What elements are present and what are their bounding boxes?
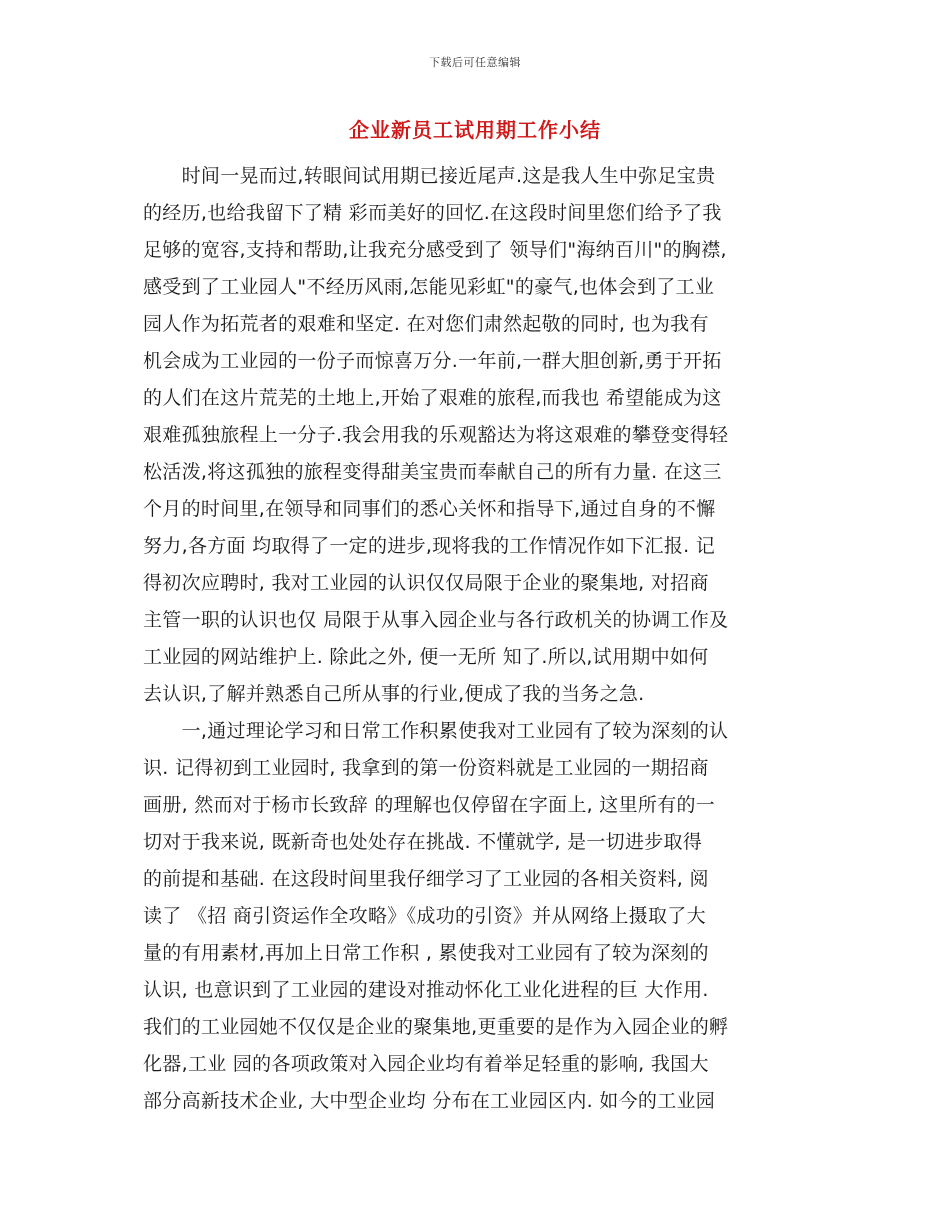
body-line: 读了 《招 商引资运作全攻略》《成功的引资》并从网络上摄取了大: [143, 905, 706, 927]
body-line: 的前提和基础. 在这段时间里我仔细学习了工业园的各相关资料, 阅: [143, 868, 709, 890]
body-line: 去认识,了解并熟悉自己所从事的行业,便成了我的当务之急.: [143, 683, 645, 705]
body-line: 部分高新技术企业, 大中型企业均 分布在工业园区内. 如今的工业园: [143, 1090, 716, 1112]
body-line: 时间一晃而过,转眼间试用期已接近尾声.这是我人生中弥足宝贵: [143, 165, 716, 187]
body-line: 我们的工业园她不仅仅是企业的聚集地,更重要的是作为入园企业的孵: [143, 1016, 729, 1038]
body-line: 主管一职的认识也仅 局限于从事入园企业与各行政机关的协调工作及: [143, 609, 729, 631]
body-line: 一,通过理论学习和日常工作积累使我对工业园有了较为深刻的认: [143, 720, 729, 742]
body-line: 松活泼,将这孤独的旅程变得甜美宝贵而奉献自己的所有力量. 在这三: [143, 461, 722, 483]
body-line: 园人作为拓荒者的艰难和坚定. 在对您们肃然起敬的同时, 也为我有: [143, 313, 709, 335]
body-line: 量的有用素材,再加上日常工作积 , 累使我对工业园有了较为深刻的: [143, 942, 709, 964]
body-line: 切对于我来说, 既新奇也处处存在挑战. 不懂就学, 是一切进步取得: [143, 831, 703, 853]
body-line: 的人们在这片荒芜的土地上,开始了艰难的旅程,而我也 希望能成为这: [143, 387, 722, 409]
body-line: 工业园的网站维护上. 除此之外, 便一无所 知了.所以,试用期中如何: [143, 646, 709, 668]
body-line: 足够的宽容,支持和帮助,让我充分感受到了 领导们"海纳百川"的胸襟,: [143, 239, 727, 261]
body-line: 感受到了工业园人"不经历风雨,怎能见彩虹"的豪气,也体会到了工业: [143, 276, 715, 298]
body-line: 努力,各方面 均取得了一定的进步,现将我的工作情况作如下汇报. 记: [143, 535, 716, 557]
body-line: 得初次应聘时, 我对工业园的认识仅仅局限于企业的聚集地, 对招商: [143, 572, 709, 594]
body-line: 机会成为工业园的一份子而惊喜万分.一年前,一群大胆创新,勇于开拓: [143, 350, 722, 372]
document-title: 企业新员工试用期工作小结: [349, 118, 601, 142]
body-line: 的经历,也给我留下了精 彩而美好的回忆.在这段时间里您们给予了我: [143, 202, 722, 224]
body-line: 认识, 也意识到了工业园的建设对推动怀化工业化进程的巨 大作用.: [143, 979, 709, 1001]
document-body: [143, 158, 815, 1120]
download-note: 下载后可任意编辑: [429, 56, 521, 69]
body-line: 画册, 然而对于杨市长致辞 的理解也仅停留在字面上, 这里所有的一: [143, 794, 716, 816]
body-line: 化器,工业 园的各项政策对入园企业均有着举足轻重的影响, 我国大: [143, 1053, 709, 1075]
body-line: 识. 记得初到工业园时, 我拿到的第一份资料就是工业园的一期招商: [143, 757, 709, 779]
body-line: 个月的时间里,在领导和同事们的悉心关怀和指导下,通过自身的不懈: [143, 498, 716, 520]
body-line: 艰难孤独旅程上一分子.我会用我的乐观豁达为将这艰难的攀登变得轻: [143, 424, 729, 446]
